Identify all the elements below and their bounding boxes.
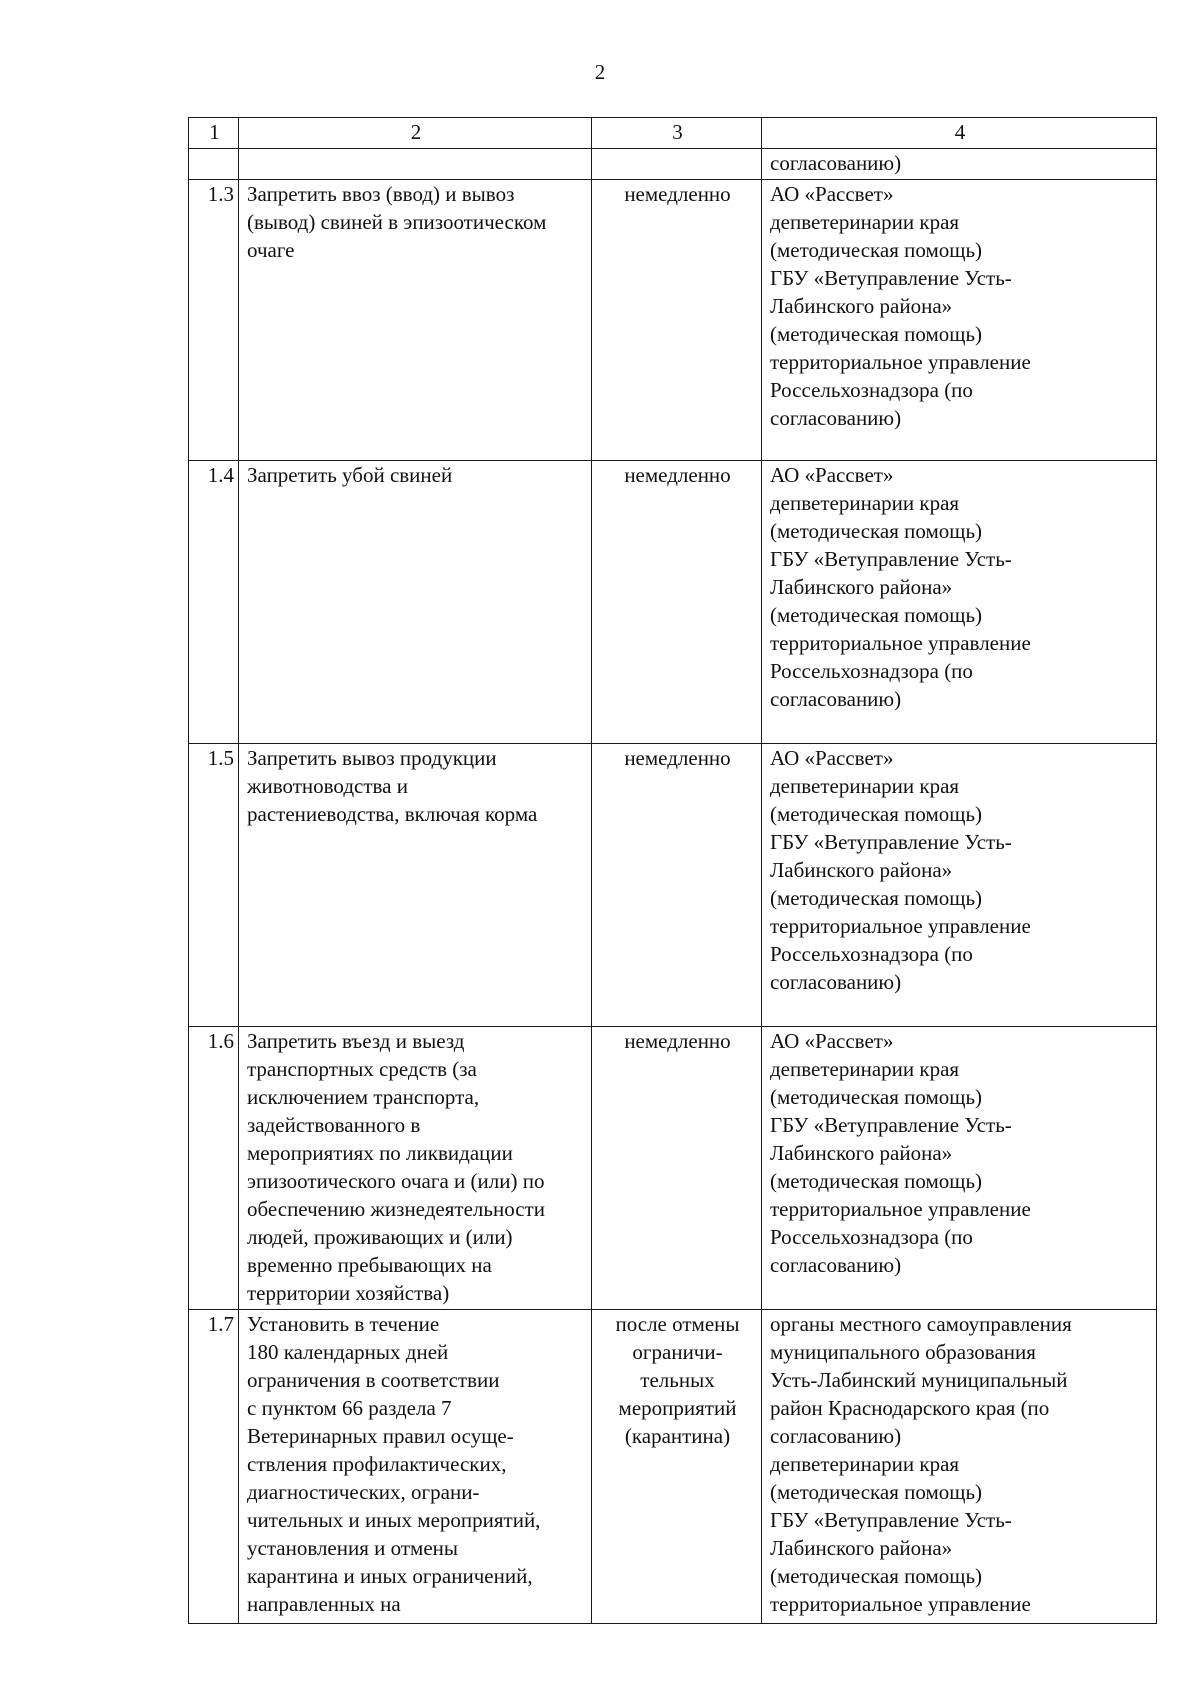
- table-row: [189, 1310, 1157, 1624]
- table-row: [189, 180, 1157, 461]
- table-row-continuation: [189, 149, 1157, 180]
- responsible-text: АО «Рассвет» депветеринарии края (методическая помощь) ГБУ «Ветуправление Усть- Лабинского района» (методическая помощь) территориальное управление Россельхознадзора (по согласованию): [762, 744, 1157, 1027]
- term-text: после отмены ограничи- тельных мероприятий (карантина): [592, 1310, 762, 1624]
- page-number: 2: [594, 60, 606, 84]
- term-text: немедленно: [592, 744, 762, 1027]
- table-row: [189, 461, 1157, 744]
- measure-text: Запретить въезд и выезд транспортных средств (за исключением транспорта, задействованного в мероприятиях по ликвидации эпизоотического очага и (или) по обеспечению жизнедеятельности людей, проживающих и (или) временно пребывающих на территории хозяйства): [239, 1027, 592, 1310]
- responsible-text: АО «Рассвет» депветеринарии края (методическая помощь) ГБУ «Ветуправление Усть- Лабинского района» (методическая помощь) территориальное управление Россельхознадзора (по согласованию): [762, 461, 1157, 744]
- responsible-text: АО «Рассвет» депветеринарии края (методическая помощь) ГБУ «Ветуправление Усть- Лабинского района» (методическая помощь) территориальное управление Россельхознадзора (по согласованию): [762, 180, 1157, 461]
- term-text: немедленно: [592, 461, 762, 744]
- row-number: 1.4: [189, 461, 239, 744]
- column-header-3: 3: [592, 118, 762, 149]
- continuation-num-cell: [189, 149, 239, 180]
- table-header-row: [189, 118, 1157, 149]
- term-text: немедленно: [592, 1027, 762, 1310]
- row-number: 1.5: [189, 744, 239, 1027]
- measures-table: [188, 117, 1157, 1624]
- term-text: немедленно: [592, 180, 762, 461]
- measure-text: Запретить вывоз продукции животноводства и растениеводства, включая корма: [239, 744, 592, 1027]
- responsible-text: органы местного самоуправления муниципального образования Усть-Лабинский муниципальный район Краснодарского края (по согласованию) депветеринарии края (методическая помощь) ГБУ «Ветуправление Усть- Лабинского района» (методическая помощь) территориальное управление: [762, 1310, 1157, 1624]
- row-number: 1.7: [189, 1310, 239, 1624]
- responsible-text: АО «Рассвет» депветеринарии края (методическая помощь) ГБУ «Ветуправление Усть- Лабинского района» (методическая помощь) территориальное управление Россельхознадзора (по согласованию): [762, 1027, 1157, 1310]
- continuation-term-cell: [592, 149, 762, 180]
- column-header-1: 1: [189, 118, 239, 149]
- table-row: [189, 744, 1157, 1027]
- measure-text: Запретить ввоз (ввод) и вывоз (вывод) свиней в эпизоотическом очаге: [239, 180, 592, 461]
- row-number: 1.6: [189, 1027, 239, 1310]
- row-number: 1.3: [189, 180, 239, 461]
- continuation-responsible-cell: согласованию): [762, 149, 1157, 180]
- measure-text: Установить в течение 180 календарных дней ограничения в соответствии с пунктом 66 раздела 7 Ветеринарных правил осуще- ствления профилактических, диагностических, ограни- чительных и иных мероприятий, установления и отмены карантина и иных ограничений, направленных на: [239, 1310, 592, 1624]
- column-header-4: 4: [762, 118, 1157, 149]
- measure-text: Запретить убой свиней: [239, 461, 592, 744]
- column-header-2: 2: [239, 118, 592, 149]
- continuation-measure-cell: [239, 149, 592, 180]
- table-row: [189, 1027, 1157, 1310]
